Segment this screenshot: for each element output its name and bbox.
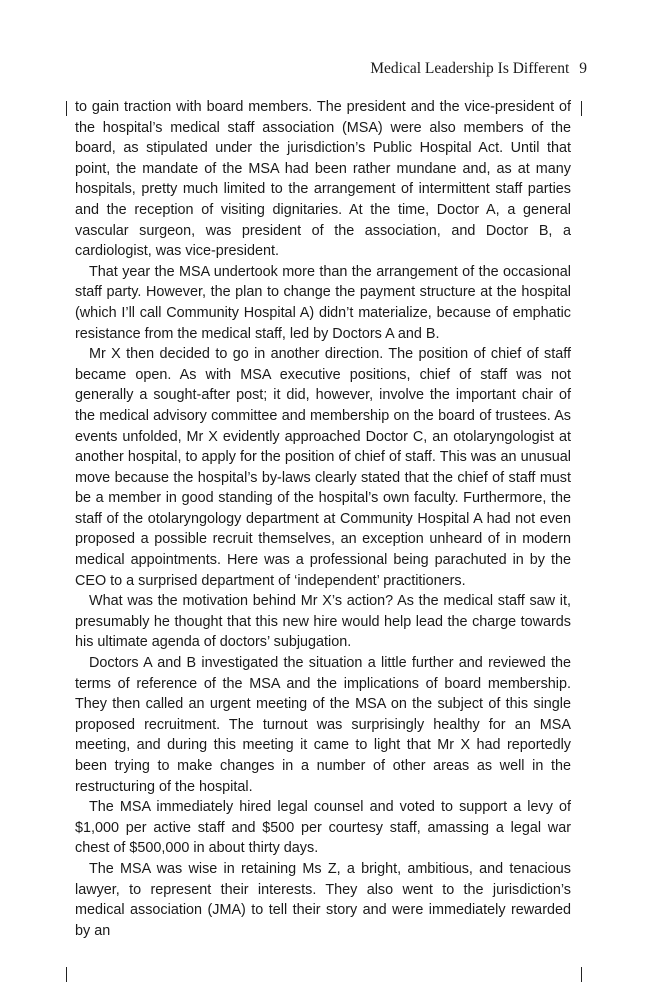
paragraph: to gain traction with board members. The president and the vice-president of the hospital’s medical staff association (MSA) were also members of the board, as stipulated under the jurisdiction’s Public Hospital Act. Until that point, the mandate of the MSA had been rather mundane and, as at many hospitals, pretty much limited to the arrangement of intermittent staff parties and the reception of visiting dignitaries. At the time, Doctor A, a general vascular surgeon, was president of the association, and Doctor B, a cardiologist, was vice-president. [75, 99, 571, 260]
change-bar-right-top [581, 101, 582, 116]
paragraph: What was the motivation behind Mr X’s action? As the medical staff saw it, presumably he thought that this new hire would help lead the charge towards his ultimate agenda of doctors’ subjugation. [75, 593, 571, 651]
paragraph: Mr X then decided to go in another direction. The position of chief of staff became open. As with MSA executive positions, chief of staff was not generally a sought-after post; it did, however, involve the important chair of the medical advisory committee and membership on the board of trustees. As events unfolded, Mr X evidently approached Doctor C, an otolaryngologist at another hospital, to apply for the position of chief of staff. This was an unusual move because the hospital’s by-laws clearly stated that the chief of staff must be a member in good standing of the hospital’s own faculty. Furthermore, the staff of the otolaryngology department at Community Hospital A had not even proposed a possible recruit themselves, an exception unheard of in modern medical appointments. Here was a professional being parachuted in by the CEO to a surprised department of ‘independent’ practitioners. [75, 346, 571, 589]
paragraph: That year the MSA undertook more than the arrangement of the occasional staff party. However, the plan to change the payment structure at the hospital (which I’ll call Community Hospital A) didn’t materialize, because of emphatic resistance from the medical staff, led by Doctors A and B. [75, 263, 571, 342]
body-text [75, 97, 571, 941]
running-head [370, 60, 587, 78]
paragraph: The MSA was wise in retaining Ms Z, a bright, ambitious, and tenacious lawyer, to represent their interests. They also went to the jurisdiction’s medical association (JMA) to tell their story and were immediately rewarded by an [75, 860, 571, 939]
change-bar-left-bottom [66, 967, 67, 982]
change-bar-left-top [66, 101, 67, 116]
paragraph: Doctors A and B investigated the situation a little further and reviewed the terms of reference of the MSA and the implications of board membership. They then called an urgent meeting of the MSA on the subject of this single proposed recruitment. The turnout was surprisingly healthy for an MSA meeting, and during this meeting it came to light that Mr X had reportedly been trying to make changes in a number of other areas as well in the restructuring of the hospital. [75, 655, 571, 795]
running-head-title: Medical Leadership Is Different [370, 60, 570, 77]
change-bar-right-bottom [581, 967, 582, 982]
page-number: 9 [579, 60, 587, 77]
paragraph: The MSA immediately hired legal counsel and voted to support a levy of $1,000 per active staff and $500 per courtesy staff, amassing a legal war chest of $500,000 in about thirty days. [75, 799, 571, 857]
